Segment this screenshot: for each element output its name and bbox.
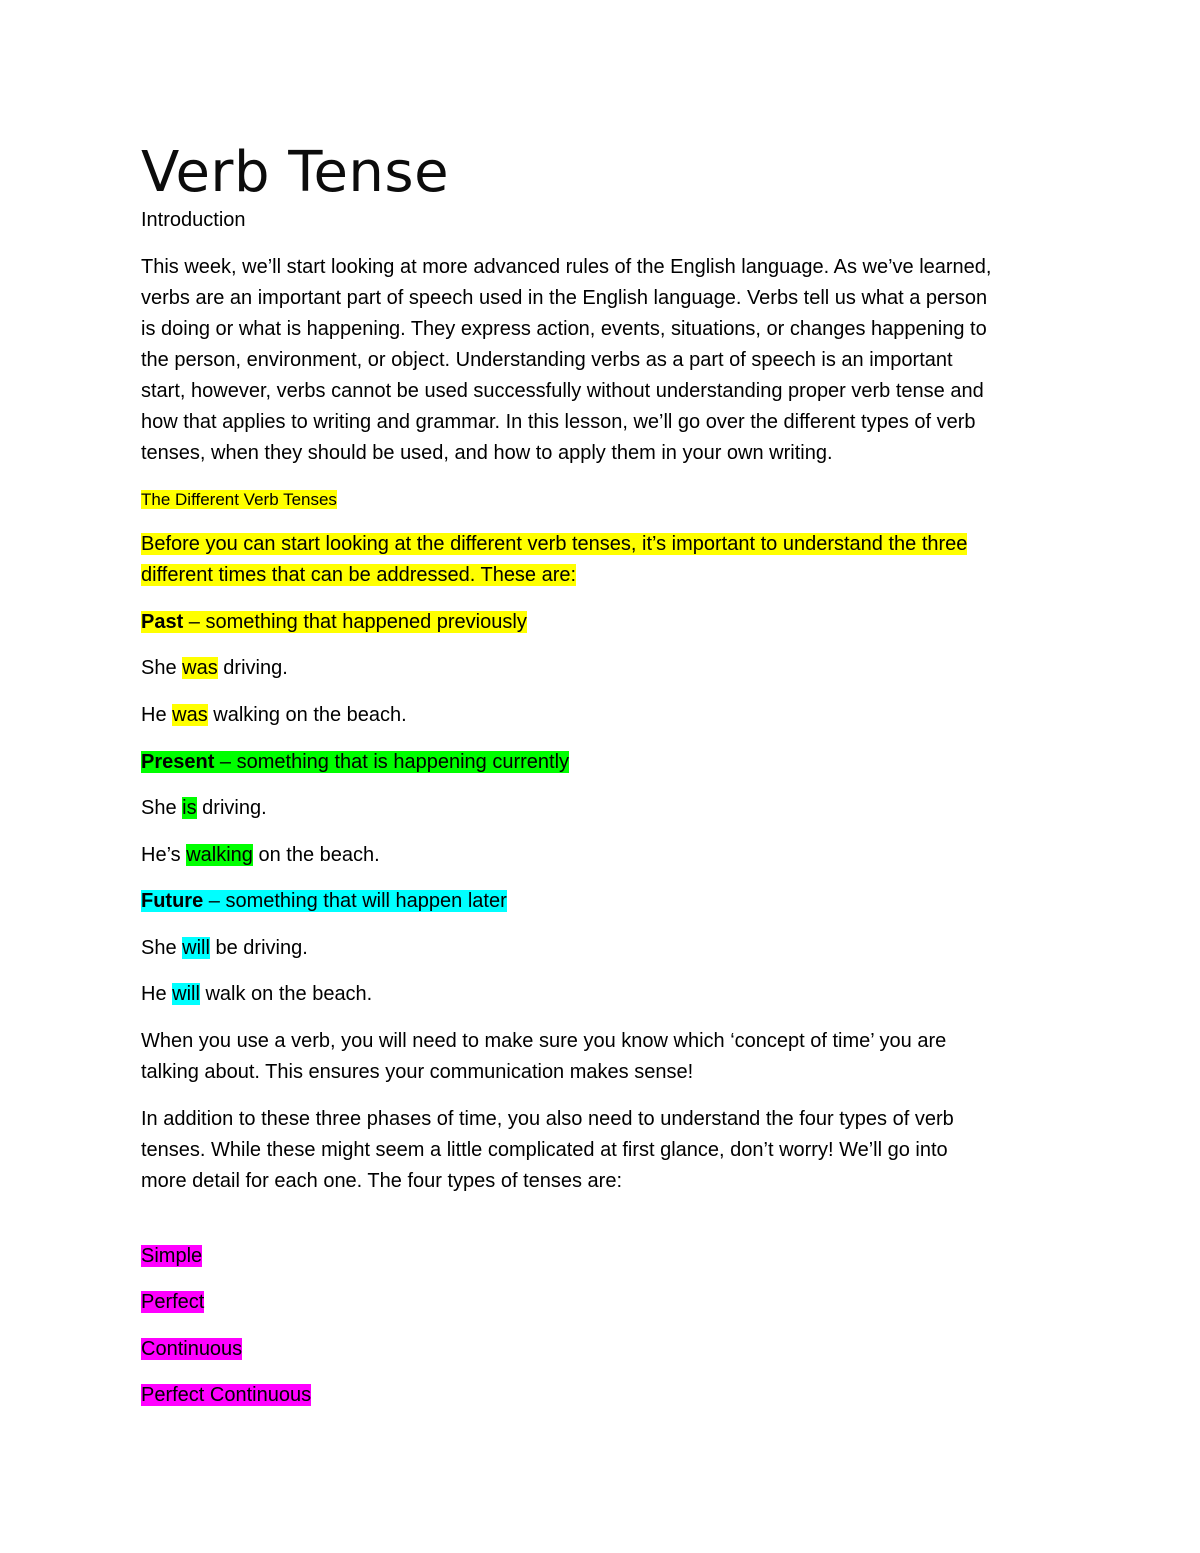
paragraph-line: start, however, verbs cannot be used successfully without understanding proper verb tense and	[141, 380, 984, 402]
section-heading-text: The Different Verb Tenses	[141, 490, 337, 509]
past-label: Past	[141, 611, 184, 633]
future-label: Future	[141, 890, 204, 912]
intro-paragraph	[141, 252, 1061, 469]
concept-paragraph	[141, 1026, 1061, 1088]
past-verb: was	[182, 657, 218, 679]
paragraph-line: tenses. While these might seem a little complicated at first glance, don’t worry! We’ll go into	[141, 1139, 948, 1161]
example-text: driving.	[217, 657, 288, 679]
example-text: on the beach.	[252, 844, 380, 866]
future-verb: will	[172, 983, 200, 1005]
past-verb: was	[172, 704, 208, 726]
present-example-1	[141, 793, 1061, 824]
future-desc: – something that will happen later	[203, 890, 507, 912]
tense-type-label: Continuous	[141, 1338, 243, 1360]
types-intro-paragraph	[141, 1104, 1061, 1197]
example-text: be driving.	[209, 937, 308, 959]
present-example-2	[141, 840, 1061, 871]
paragraph-line: the person, environment, or object. Understanding verbs as a part of speech is an important	[141, 349, 953, 371]
future-verb: will	[182, 937, 210, 959]
example-text: He	[141, 983, 173, 1005]
example-text: She	[141, 937, 183, 959]
tense-type-label: Perfect	[141, 1291, 205, 1313]
paragraph-line: how that applies to writing and grammar. In this lesson, we’ll go over the different types of verb	[141, 411, 976, 433]
past-desc: – something that happened previously	[183, 611, 527, 633]
present-label: Present	[141, 751, 215, 773]
page-title: Verb Tense	[141, 140, 450, 205]
example-text: driving.	[196, 797, 267, 819]
tense-type-continuous	[141, 1334, 1061, 1365]
section-heading	[141, 484, 1061, 515]
paragraph-line: tenses, when they should be used, and how to apply them in your own writing.	[141, 442, 833, 464]
paragraph-line: more detail for each one. The four types of tenses are:	[141, 1170, 623, 1192]
times-intro-paragraph	[141, 529, 1061, 591]
paragraph-line: This week, we’ll start looking at more advanced rules of the English language. As we’ve learned,	[141, 256, 992, 278]
future-example-1	[141, 933, 1061, 964]
example-text: She	[141, 797, 183, 819]
present-verb: is	[182, 797, 197, 819]
paragraph-line: In addition to these three phases of time, you also need to understand the four types of verb	[141, 1108, 954, 1130]
tense-type-perfect	[141, 1287, 1061, 1318]
past-definition	[141, 607, 1061, 638]
paragraph-line: talking about. This ensures your communication makes sense!	[141, 1061, 694, 1083]
paragraph-line: When you use a verb, you will need to make sure you know which ‘concept of time’ you are	[141, 1030, 947, 1052]
past-example-2	[141, 700, 1061, 731]
present-definition	[141, 747, 1061, 778]
future-example-2	[141, 979, 1061, 1010]
present-verb: walking	[186, 844, 253, 866]
paragraph-line: verbs are an important part of speech used in the English language. Verbs tell us what a person	[141, 287, 988, 309]
subtitle: Introduction	[141, 209, 246, 231]
example-text: He’s	[141, 844, 187, 866]
tense-type-simple	[141, 1241, 1061, 1272]
future-definition	[141, 886, 1061, 917]
paragraph-line: Before you can start looking at the different verb tenses, it’s important to understand the three	[141, 533, 968, 555]
tense-type-label: Perfect Continuous	[141, 1384, 312, 1406]
tense-type-perfect-continuous	[141, 1380, 1061, 1411]
paragraph-line: is doing or what is happening. They express action, events, situations, or changes happening to	[141, 318, 987, 340]
example-text: He	[141, 704, 173, 726]
example-text: walk on the beach.	[199, 983, 373, 1005]
present-desc: – something that is happening currently	[214, 751, 570, 773]
example-text: walking on the beach.	[207, 704, 407, 726]
tense-type-label: Simple	[141, 1245, 203, 1267]
paragraph-line: different times that can be addressed. These are:	[141, 564, 577, 586]
example-text: She	[141, 657, 183, 679]
past-example-1	[141, 653, 1061, 684]
